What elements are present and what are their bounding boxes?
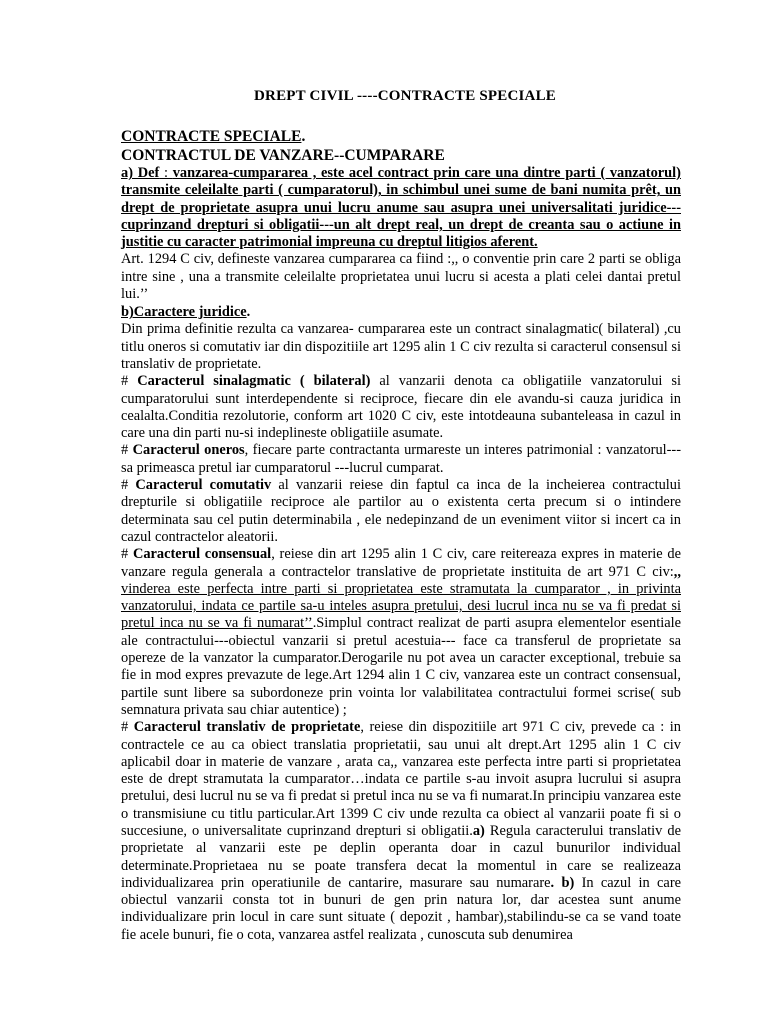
label-sinalagmatic: Caracterul sinalagmatic ( bilateral): [137, 373, 371, 390]
paragraph-sinalagmatic: [121, 373, 681, 442]
label-translativ: Caracterul translativ de proprietate: [133, 719, 361, 736]
heading-contracte-speciale-text: CONTRACTE SPECIALE: [121, 128, 302, 145]
text-oneros: , fiecare parte contractanta urmareste un interes patrimonial : vanzatorul---sa primeasca pretul iar cumparatorul ---lucrul cumparat.: [121, 442, 682, 476]
text-translativ-2: Regula caracterului translativ de proprietate al vanzarii este pe deplin operanta doar in cazul bunurilor individual determinate.Proprietaea nu se poate transfera decat la momentul in care se realizeaza individualizarea prin operatiunile de cantarire, masurare sau numarare: [121, 822, 681, 891]
bullet-prefix: #: [121, 442, 133, 459]
bullet-prefix: #: [121, 546, 133, 563]
definition-paragraph: [121, 165, 681, 251]
heading-contracte-speciale: [121, 127, 681, 146]
label-consensual: Caracterul consensual: [132, 546, 272, 563]
bullet-prefix: #: [121, 373, 138, 390]
quote-open: ,,: [673, 563, 681, 580]
document-title: DREPT CIVIL ----CONTRACTE SPECIALE: [254, 88, 556, 104]
text-translativ-3: In cazul in care obiectul vanzarii consta tot in bunuri de gen prin natura lor, dar acestea sunt anume individualizare prin locul in care sunt situate ( depozit , hambar),stabilindu-se ca se vand toate fie acele bunuri, fie o cota, vanzarea astfel realizata , cunoscuta sub denumirea: [121, 874, 682, 943]
label-b: . b): [550, 874, 575, 891]
bullet-prefix: #: [121, 719, 134, 736]
text-consensual-1: , reiese din art 1295 alin 1 C civ, care reitereaza expres in materie de vanzare regula generala a contractelor translative de proprietate instituita de art 971 C civ:: [121, 546, 681, 580]
paragraph-oneros: [121, 442, 681, 477]
document-page: [121, 88, 681, 944]
subheading-caractere-juridice: [121, 303, 681, 321]
label-comutativ: Caracterul comutativ: [135, 477, 272, 494]
quote-art-1295: vinderea este perfecta intre parti si proprietatea este stramutata la cumparator , in privinta vanzatorului, indata ce partile sa-u inteles asupra pretului, desi lucrul inca nu se va fi predat si pretul inca nu se va fi numarat’’: [121, 580, 681, 632]
bullet-prefix: #: [121, 477, 136, 494]
subheading-caractere-juridice-suffix: .: [246, 304, 251, 321]
label-a: a): [472, 822, 485, 839]
paragraph-comutativ: [121, 477, 681, 546]
text-comutativ: al vanzarii reiese din faptul ca inca de la incheierea contractului drepturile si obligatiile reciproce ale partilor au o existenta certa precum si o intindere determinata sau cel putin determinabila , ele nedepinzand de un eveniment viitor si incert ca in cazul contractelor aleatorii.: [121, 477, 681, 545]
heading-vanzare-cumparare: CONTRACTUL DE VANZARE--CUMPARARE: [121, 147, 445, 164]
label-oneros: Caracterul oneros: [132, 442, 245, 459]
definition-label: a) Def: [121, 165, 160, 181]
art-1294-paragraph: Art. 1294 C civ, defineste vanzarea cumpararea ca fiind :,, o conventie prin care 2 parti se obliga intre sine , una a transmite celeilalte proprietatea unui lucru si acesta a plati celei dantai pretul lui.’’: [121, 251, 681, 303]
definition-colon: :: [159, 165, 173, 181]
definition-text: vanzarea-cumpararea , este acel contract prin care una dintre parti ( vanzatorul) transmite celeilalte parti ( cumparatorul), in schimbul unei sume de bani numita prêt, un drept de proprietate asupra unui lucru anume sau asupra unei universalitati juridice---cuprinzand drepturi si obligatii---un alt drept real, un drept de creanta sau o actiune in justitie cu caracter patrimonial impreuna cu dreptul litigios aferent.: [121, 165, 681, 251]
paragraph-translativ: [121, 719, 681, 944]
paragraph-consensual: [121, 546, 681, 719]
intro-paragraph: Din prima definitie rezulta ca vanzarea- cumpararea este un contract sinalagmatic( bilateral) ,cu titlu oneros si comutativ iar din dispozitiile art 1295 alin 1 C civ rezulta si caracterul consensul si translativ de proprietate.: [121, 321, 681, 372]
text-translativ-1: , reiese din dispozitiile art 971 C civ, prevede ca : in contractele ce au ca obiect translatia proprietatii, sau unui alt drept.Art 1295 alin 1 C civ aplicabil doar in materie de vanzare , arata ca,, vanzarea este perfecta intre parti si proprietatea este de drept stramutata la cumparator…indata ce partile s-au invoit asupra lucrului si asupra pretului, desi lucrul nu se va fi predat si pretul inca nu se va fi numarat.In principiu vanzarea este o transmisiune cu titlu particular.Art 1399 C civ unde rezulta ca obiect al vanzarii poate fi si o succesiune, o universalitate cuprinzand drepturi si obligatii.: [121, 719, 681, 839]
heading-contracte-speciale-suffix: .: [301, 128, 306, 145]
subheading-caractere-juridice-text: b)Caractere juridice: [121, 304, 247, 321]
text-sinalagmatic: al vanzarii denota ca obligatiile vanzatorului si cumparatorului sunt interdependente si reciproce, fiecare din ele avandu-si cauza juridica in cealalta.Conditia rezolutorie, conform art 1020 C civ, este intotdeauna subanteleasa in cazul in care una din parti nu-si indeplineste obligatiile asumate.: [121, 373, 681, 442]
text-consensual-2: .Simplul contract realizat de parti asupra elementelor esentiale ale contractului---obiectul vanzarii si pretul acestuia--- face ca transferul de proprietate sa opereze de la vanzator la cumparator.Derogarile nu pot avea un caracter exceptional, trebuie sa fie in mod expres prevazute de lege.Art 1294 alin 1 C civ, vanzarea este un contract consensual, partile sunt libere sa subordoneze prin vointa lor valabilitatea contractului formei scrise( sub semnatura privata sau chiar autentice) ;: [121, 615, 681, 718]
